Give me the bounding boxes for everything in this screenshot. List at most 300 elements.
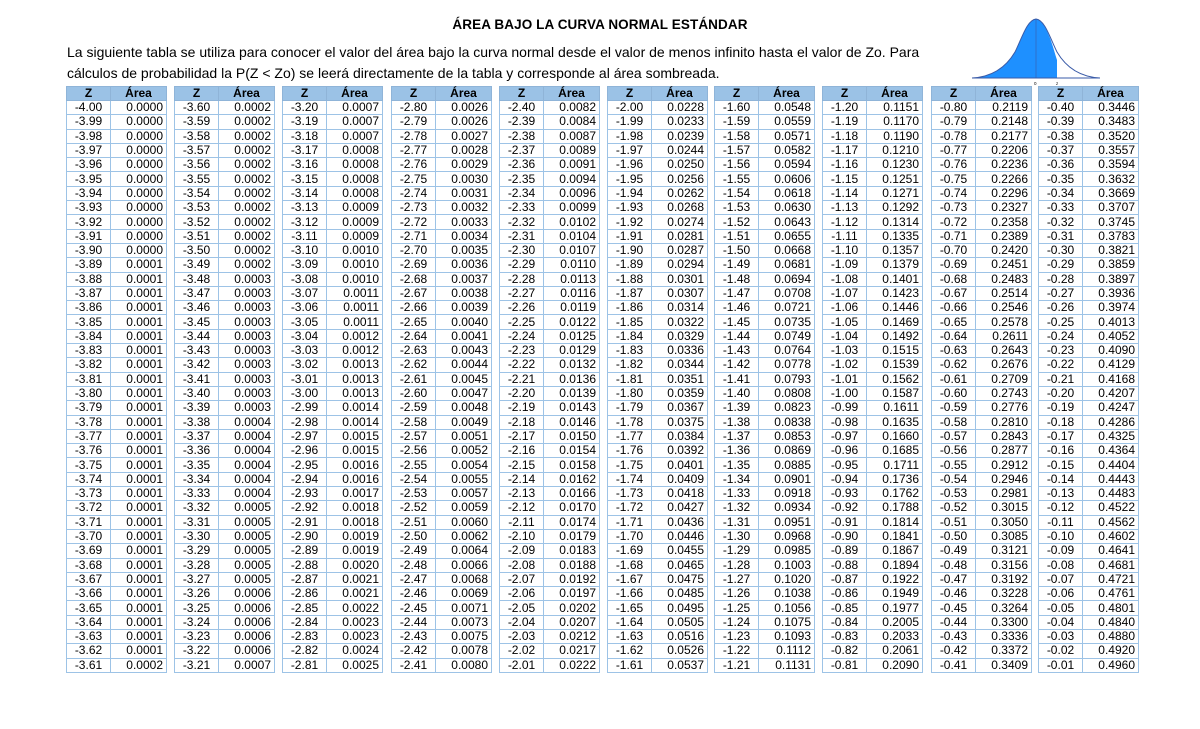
table-row xyxy=(500,587,600,601)
z-value: -0.28 xyxy=(1039,272,1083,286)
area-value: 0.1977 xyxy=(867,601,923,615)
z-value: -1.27 xyxy=(715,572,759,586)
area-value: 0.0329 xyxy=(652,329,708,343)
area-value: 0.1685 xyxy=(867,444,923,458)
area-value: 0.0708 xyxy=(759,286,815,300)
table-row xyxy=(932,101,1032,115)
area-value: 0.0005 xyxy=(219,558,275,572)
table-row xyxy=(67,529,167,543)
area-value: 0.0446 xyxy=(652,529,708,543)
table-row xyxy=(67,629,167,643)
z-value: -0.67 xyxy=(932,286,976,300)
table-row xyxy=(715,115,815,129)
z-value: -1.90 xyxy=(608,243,652,257)
area-value: 0.0001 xyxy=(111,572,167,586)
z-value: -3.19 xyxy=(283,115,327,129)
table-row xyxy=(715,358,815,372)
table-row xyxy=(392,587,492,601)
table-row xyxy=(823,558,923,572)
table-row xyxy=(823,143,923,157)
area-value: 0.1151 xyxy=(867,101,923,115)
z-value: -3.62 xyxy=(67,644,111,658)
area-value: 0.1038 xyxy=(759,587,815,601)
table-row xyxy=(932,258,1032,272)
area-value: 0.1635 xyxy=(867,415,923,429)
z-value: -0.01 xyxy=(1039,658,1083,672)
area-value: 0.3483 xyxy=(1083,115,1139,129)
area-value: 0.0027 xyxy=(436,129,492,143)
table-row xyxy=(392,658,492,672)
table-row xyxy=(283,229,383,243)
table-row xyxy=(67,129,167,143)
z-value: -1.94 xyxy=(608,186,652,200)
area-value: 0.0022 xyxy=(327,601,383,615)
area-value: 0.0019 xyxy=(327,529,383,543)
area-value: 0.4840 xyxy=(1083,615,1139,629)
table-row xyxy=(392,286,492,300)
z-value: -1.24 xyxy=(715,615,759,629)
z-value: -1.99 xyxy=(608,115,652,129)
z-value: -3.26 xyxy=(175,587,219,601)
table-row xyxy=(283,487,383,501)
table-row xyxy=(823,315,923,329)
z-value: -2.18 xyxy=(500,415,544,429)
z-value: -0.22 xyxy=(1039,358,1083,372)
z-value: -2.94 xyxy=(283,472,327,486)
table-row xyxy=(175,501,275,515)
z-value: -1.75 xyxy=(608,458,652,472)
z-value: -0.08 xyxy=(1039,558,1083,572)
area-value: 0.0505 xyxy=(652,615,708,629)
table-row xyxy=(67,472,167,486)
z-value: -1.32 xyxy=(715,501,759,515)
z-value: -1.29 xyxy=(715,544,759,558)
table-row xyxy=(1039,529,1139,543)
intro-paragraph xyxy=(67,42,947,84)
table-row xyxy=(175,572,275,586)
table-row xyxy=(175,215,275,229)
z-value: -3.67 xyxy=(67,572,111,586)
z-value: -1.01 xyxy=(823,372,867,386)
area-value: 0.4443 xyxy=(1083,472,1139,486)
z-value: -2.35 xyxy=(500,172,544,186)
z-value: -1.46 xyxy=(715,301,759,315)
table-row xyxy=(608,558,708,572)
area-value: 0.0869 xyxy=(759,444,815,458)
table-row xyxy=(715,186,815,200)
area-value: 0.0150 xyxy=(544,429,600,443)
z-value: -0.39 xyxy=(1039,115,1083,129)
table-row xyxy=(932,444,1032,458)
area-value: 0.4602 xyxy=(1083,529,1139,543)
area-value: 0.4286 xyxy=(1083,415,1139,429)
z-value: -1.51 xyxy=(715,229,759,243)
table-row xyxy=(932,201,1032,215)
table-row xyxy=(1039,572,1139,586)
z-value: -2.46 xyxy=(392,587,436,601)
table-row xyxy=(392,372,492,386)
area-value: 0.0000 xyxy=(111,229,167,243)
z-value: -3.42 xyxy=(175,358,219,372)
area-value: 0.2005 xyxy=(867,615,923,629)
table-row xyxy=(392,143,492,157)
area-header: Área xyxy=(327,87,383,101)
z-value: -3.34 xyxy=(175,472,219,486)
z-value: -3.12 xyxy=(283,215,327,229)
area-value: 0.0089 xyxy=(544,143,600,157)
z-value: -2.06 xyxy=(500,587,544,601)
table-row xyxy=(500,243,600,257)
area-value: 0.0064 xyxy=(436,544,492,558)
z-value: -3.77 xyxy=(67,429,111,443)
table-row xyxy=(175,558,275,572)
area-value: 0.0044 xyxy=(436,358,492,372)
area-value: 0.0002 xyxy=(219,229,275,243)
area-value: 0.0548 xyxy=(759,101,815,115)
area-value: 0.0035 xyxy=(436,243,492,257)
area-value: 0.2119 xyxy=(976,101,1032,115)
table-row xyxy=(608,601,708,615)
table-row xyxy=(1039,243,1139,257)
table-row xyxy=(932,601,1032,615)
area-value: 0.3520 xyxy=(1083,129,1139,143)
table-row xyxy=(67,215,167,229)
area-value: 0.1020 xyxy=(759,572,815,586)
table-row xyxy=(823,372,923,386)
area-value: 0.0158 xyxy=(544,458,600,472)
z-value: -0.65 xyxy=(932,315,976,329)
area-value: 0.0322 xyxy=(652,315,708,329)
table-row xyxy=(500,272,600,286)
z-value: -3.64 xyxy=(67,615,111,629)
z-value: -1.71 xyxy=(608,515,652,529)
z-value: -1.69 xyxy=(608,544,652,558)
area-value: 0.0392 xyxy=(652,444,708,458)
z-value: -1.66 xyxy=(608,587,652,601)
area-value: 0.0146 xyxy=(544,415,600,429)
table-row xyxy=(175,429,275,443)
area-value: 0.0000 xyxy=(111,115,167,129)
area-value: 0.1423 xyxy=(867,286,923,300)
z-value: -0.02 xyxy=(1039,644,1083,658)
z-value: -1.67 xyxy=(608,572,652,586)
table-row xyxy=(175,158,275,172)
table-row xyxy=(608,487,708,501)
area-value: 0.0003 xyxy=(219,272,275,286)
area-value: 0.1335 xyxy=(867,229,923,243)
area-value: 0.0038 xyxy=(436,286,492,300)
table-row xyxy=(500,644,600,658)
table-row xyxy=(283,572,383,586)
z-value: -2.59 xyxy=(392,401,436,415)
area-value: 0.0023 xyxy=(327,629,383,643)
z-value: -2.09 xyxy=(500,544,544,558)
z-table-container xyxy=(0,86,1200,676)
table-row xyxy=(932,487,1032,501)
z-value: -1.38 xyxy=(715,415,759,429)
z-value: -2.38 xyxy=(500,129,544,143)
z-value: -2.74 xyxy=(392,186,436,200)
table-row xyxy=(283,529,383,543)
area-header: Área xyxy=(436,87,492,101)
area-value: 0.1515 xyxy=(867,344,923,358)
area-value: 0.0037 xyxy=(436,272,492,286)
area-value: 0.0001 xyxy=(111,315,167,329)
area-value: 0.0401 xyxy=(652,458,708,472)
z-value: -0.03 xyxy=(1039,629,1083,643)
area-value: 0.0023 xyxy=(327,615,383,629)
table-row xyxy=(1039,558,1139,572)
area-value: 0.4013 xyxy=(1083,315,1139,329)
table-row xyxy=(823,386,923,400)
area-value: 0.0007 xyxy=(327,115,383,129)
area-value: 0.0188 xyxy=(544,558,600,572)
z-value: -2.37 xyxy=(500,143,544,157)
area-value: 0.0030 xyxy=(436,172,492,186)
area-value: 0.0015 xyxy=(327,429,383,443)
table-row xyxy=(932,315,1032,329)
area-value: 0.0455 xyxy=(652,544,708,558)
table-row xyxy=(67,272,167,286)
z-value: -3.29 xyxy=(175,544,219,558)
table-row xyxy=(283,429,383,443)
z-value: -3.30 xyxy=(175,529,219,543)
z-value: -1.57 xyxy=(715,143,759,157)
table-header-row xyxy=(823,87,923,101)
area-value: 0.0003 xyxy=(219,329,275,343)
z-value: -2.29 xyxy=(500,258,544,272)
area-value: 0.2358 xyxy=(976,215,1032,229)
z-value: -1.73 xyxy=(608,487,652,501)
z-value: -3.75 xyxy=(67,458,111,472)
area-value: 0.0174 xyxy=(544,515,600,529)
z-value: -2.67 xyxy=(392,286,436,300)
table-row xyxy=(1039,587,1139,601)
area-value: 0.0104 xyxy=(544,229,600,243)
z-value: -3.94 xyxy=(67,186,111,200)
area-value: 0.0091 xyxy=(544,158,600,172)
z-value: -3.16 xyxy=(283,158,327,172)
area-value: 0.0125 xyxy=(544,329,600,343)
z-value: -2.36 xyxy=(500,158,544,172)
z-value: -3.78 xyxy=(67,415,111,429)
area-value: 0.0084 xyxy=(544,115,600,129)
table-row xyxy=(500,344,600,358)
table-row xyxy=(608,629,708,643)
area-value: 0.0735 xyxy=(759,315,815,329)
table-row xyxy=(500,286,600,300)
table-row xyxy=(1039,386,1139,400)
z-value: -3.69 xyxy=(67,544,111,558)
area-value: 0.0069 xyxy=(436,587,492,601)
zo-label: z xyxy=(1056,81,1059,86)
area-value: 0.0934 xyxy=(759,501,815,515)
z-value: -0.25 xyxy=(1039,315,1083,329)
area-value: 0.0192 xyxy=(544,572,600,586)
z-value: -3.87 xyxy=(67,286,111,300)
z-value: -0.27 xyxy=(1039,286,1083,300)
area-value: 0.0132 xyxy=(544,358,600,372)
table-row xyxy=(67,458,167,472)
z-value: -2.86 xyxy=(283,587,327,601)
table-row xyxy=(283,115,383,129)
z-value: -1.91 xyxy=(608,229,652,243)
z-value: -0.41 xyxy=(932,658,976,672)
table-row xyxy=(608,515,708,529)
table-row xyxy=(715,258,815,272)
table-row xyxy=(932,644,1032,658)
area-value: 0.0001 xyxy=(111,272,167,286)
table-row xyxy=(500,458,600,472)
z-value: -0.10 xyxy=(1039,529,1083,543)
area-value: 0.0001 xyxy=(111,644,167,658)
z-value: -2.51 xyxy=(392,515,436,529)
z-value: -0.07 xyxy=(1039,572,1083,586)
table-row xyxy=(500,515,600,529)
table-row xyxy=(283,101,383,115)
z-table-column-10 xyxy=(1038,86,1139,673)
z-value: -3.66 xyxy=(67,587,111,601)
z-value: -1.85 xyxy=(608,315,652,329)
table-row xyxy=(608,172,708,186)
area-value: 0.2090 xyxy=(867,658,923,672)
z-value: -1.79 xyxy=(608,401,652,415)
z-value: -3.03 xyxy=(283,344,327,358)
table-row xyxy=(715,372,815,386)
area-value: 0.0009 xyxy=(327,215,383,229)
table-row xyxy=(67,329,167,343)
area-value: 0.0102 xyxy=(544,215,600,229)
table-row xyxy=(175,529,275,543)
z-value: -0.87 xyxy=(823,572,867,586)
area-value: 0.1841 xyxy=(867,529,923,543)
area-value: 0.0082 xyxy=(544,101,600,115)
area-value: 0.0113 xyxy=(544,272,600,286)
intro-line-1: La siguiente tabla se utiliza para conocer el valor del área bajo la curva normal desde el valor de menos infinito hasta el valor de Zo. Para xyxy=(67,44,920,60)
z-header: Z xyxy=(932,87,976,101)
area-value: 0.0049 xyxy=(436,415,492,429)
z-value: -1.17 xyxy=(823,143,867,157)
area-value: 0.0618 xyxy=(759,186,815,200)
area-value: 0.0001 xyxy=(111,458,167,472)
area-header: Área xyxy=(652,87,708,101)
table-row xyxy=(823,458,923,472)
table-row xyxy=(392,544,492,558)
table-row xyxy=(500,544,600,558)
area-value: 0.0000 xyxy=(111,158,167,172)
table-row xyxy=(500,358,600,372)
area-value: 0.4168 xyxy=(1083,372,1139,386)
area-value: 0.0004 xyxy=(219,458,275,472)
area-value: 0.0301 xyxy=(652,272,708,286)
area-value: 0.0307 xyxy=(652,286,708,300)
table-row xyxy=(823,629,923,643)
table-row xyxy=(175,101,275,115)
table-row xyxy=(500,444,600,458)
z-value: -0.61 xyxy=(932,372,976,386)
z-value: -0.34 xyxy=(1039,186,1083,200)
area-value: 0.0228 xyxy=(652,101,708,115)
area-value: 0.0006 xyxy=(219,629,275,643)
area-value: 0.0239 xyxy=(652,129,708,143)
area-value: 0.0006 xyxy=(219,644,275,658)
z-value: -1.10 xyxy=(823,243,867,257)
area-value: 0.0409 xyxy=(652,472,708,486)
table-row xyxy=(1039,101,1139,115)
area-value: 0.0968 xyxy=(759,529,815,543)
table-row xyxy=(715,587,815,601)
area-value: 0.0749 xyxy=(759,329,815,343)
z-value: -0.15 xyxy=(1039,458,1083,472)
z-value: -3.61 xyxy=(67,658,111,672)
area-value: 0.0026 xyxy=(436,101,492,115)
table-row xyxy=(392,644,492,658)
area-value: 0.1003 xyxy=(759,558,815,572)
table-row xyxy=(715,243,815,257)
area-value: 0.0110 xyxy=(544,258,600,272)
area-value: 0.0951 xyxy=(759,515,815,529)
area-value: 0.0170 xyxy=(544,501,600,515)
table-row xyxy=(823,644,923,658)
z-value: -0.40 xyxy=(1039,101,1083,115)
z-value: -2.30 xyxy=(500,243,544,257)
table-row xyxy=(608,129,708,143)
area-value: 0.1314 xyxy=(867,215,923,229)
z-value: -0.33 xyxy=(1039,201,1083,215)
area-value: 0.0250 xyxy=(652,158,708,172)
z-value: -3.57 xyxy=(175,143,219,157)
table-row xyxy=(823,587,923,601)
z-value: -0.74 xyxy=(932,186,976,200)
area-value: 0.0055 xyxy=(436,472,492,486)
area-value: 0.2643 xyxy=(976,344,1032,358)
z-value: -3.58 xyxy=(175,129,219,143)
area-header: Área xyxy=(219,87,275,101)
table-row xyxy=(715,444,815,458)
table-row xyxy=(1039,158,1139,172)
table-row xyxy=(392,615,492,629)
z-value: -1.25 xyxy=(715,601,759,615)
area-value: 0.0244 xyxy=(652,143,708,157)
table-row xyxy=(1039,629,1139,643)
z-value: -3.45 xyxy=(175,315,219,329)
z-value: -3.73 xyxy=(67,487,111,501)
z-value: -1.89 xyxy=(608,258,652,272)
z-value: -2.53 xyxy=(392,487,436,501)
table-row xyxy=(283,629,383,643)
area-value: 0.0001 xyxy=(111,629,167,643)
area-value: 0.0008 xyxy=(327,143,383,157)
z-value: -1.20 xyxy=(823,101,867,115)
table-row xyxy=(175,329,275,343)
table-row xyxy=(823,229,923,243)
area-value: 0.1401 xyxy=(867,272,923,286)
z-value: -0.18 xyxy=(1039,415,1083,429)
table-row xyxy=(283,386,383,400)
table-row xyxy=(932,115,1032,129)
area-value: 0.4364 xyxy=(1083,444,1139,458)
z-value: -3.06 xyxy=(283,301,327,315)
table-row xyxy=(175,115,275,129)
area-value: 0.0001 xyxy=(111,544,167,558)
z-value: -0.88 xyxy=(823,558,867,572)
table-row xyxy=(500,129,600,143)
z-header: Z xyxy=(67,87,111,101)
z-value: -1.40 xyxy=(715,386,759,400)
area-value: 0.0336 xyxy=(652,344,708,358)
area-value: 0.0001 xyxy=(111,429,167,443)
area-value: 0.0006 xyxy=(219,587,275,601)
